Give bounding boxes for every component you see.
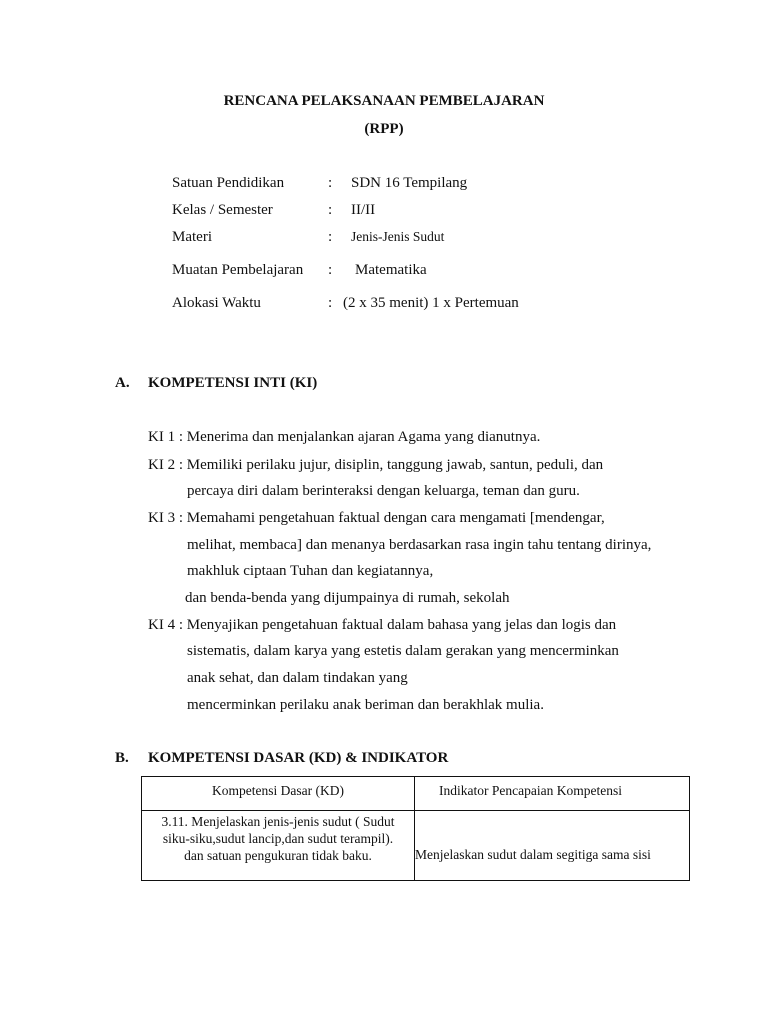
- info-value: Jenis-Jenis Sudut: [351, 229, 445, 244]
- section-letter: B.: [115, 750, 129, 766]
- info-colon: :: [328, 175, 333, 191]
- info-colon: :: [328, 202, 333, 218]
- header-indikator: Indikator Pencapaian Kompetensi: [415, 777, 690, 811]
- ki-4-line: KI 4 : Menyajikan pengetahuan faktual dalam bahasa yang jelas dan logis dan: [148, 617, 617, 633]
- info-colon: :: [328, 229, 333, 245]
- ki-4-continuation: mencerminkan perilaku anak beriman dan berakhlak mulia.: [187, 697, 544, 713]
- section-letter: A.: [115, 375, 130, 391]
- ki-3-continuation: makhluk ciptaan Tuhan dan kegiatannya,: [187, 563, 434, 579]
- document-title: RENCANA PELAKSANAAN PEMBELAJARAN: [223, 93, 545, 109]
- info-label: Alokasi Waktu: [172, 295, 261, 311]
- info-value: Matematika: [355, 262, 427, 278]
- ki-1-line: KI 1 : Menerima dan menjalankan ajaran Agama yang dianutnya.: [148, 429, 541, 445]
- info-label: Muatan Pembelajaran: [172, 262, 304, 278]
- ki-3-continuation: melihat, membaca] dan menanya berdasarkan rasa ingin tahu tentang dirinya,: [187, 537, 652, 553]
- info-value: (2 x 35 menit) 1 x Pertemuan: [343, 295, 519, 311]
- info-colon: :: [328, 295, 333, 311]
- info-label: Materi: [172, 229, 212, 245]
- document-subtitle: (RPP): [364, 121, 404, 137]
- ki-2-continuation: percaya diri dalam berinteraksi dengan keluarga, teman dan guru.: [187, 483, 580, 499]
- indikator-cell: [415, 811, 690, 881]
- ki-2-line: KI 2 : Memiliki perilaku jujur, disiplin, tanggung jawab, santun, peduli, dan: [148, 457, 604, 473]
- ki-3-continuation: dan benda-benda yang dijumpainya di rumah, sekolah: [185, 590, 510, 606]
- info-value: II/II: [351, 202, 376, 218]
- table-header-row: [142, 777, 690, 811]
- section-title: KOMPETENSI INTI (KI): [148, 375, 318, 391]
- info-label: Kelas / Semester: [172, 202, 273, 218]
- ki-3-line: KI 3 : Memahami pengetahuan faktual dengan cara mengamati [mendengar,: [148, 510, 605, 526]
- ki-4-continuation: anak sehat, dan dalam tindakan yang: [187, 670, 408, 686]
- info-value: SDN 16 Tempilang: [351, 175, 468, 191]
- kd-text-line: 3.11. Menjelaskan jenis-jenis sudut ( Sudut: [161, 814, 395, 829]
- info-label: Satuan Pendidikan: [172, 175, 285, 191]
- kd-cell: [142, 811, 415, 881]
- info-colon: :: [328, 262, 333, 278]
- ki-4-continuation: sistematis, dalam karya yang estetis dalam gerakan yang mencerminkan: [187, 643, 619, 659]
- section-title: KOMPETENSI DASAR (KD) & INDIKATOR: [148, 750, 449, 766]
- kd-indikator-table: [141, 776, 690, 881]
- header-kd: Kompetensi Dasar (KD): [142, 777, 415, 811]
- indikator-text: Menjelaskan sudut dalam segitiga sama sisi: [415, 846, 651, 862]
- kd-text-line: dan satuan pengukuran tidak baku.: [184, 848, 372, 863]
- kd-text-line: siku-siku,sudut lancip,dan sudut terampil).: [162, 831, 394, 846]
- table-row: [142, 811, 690, 881]
